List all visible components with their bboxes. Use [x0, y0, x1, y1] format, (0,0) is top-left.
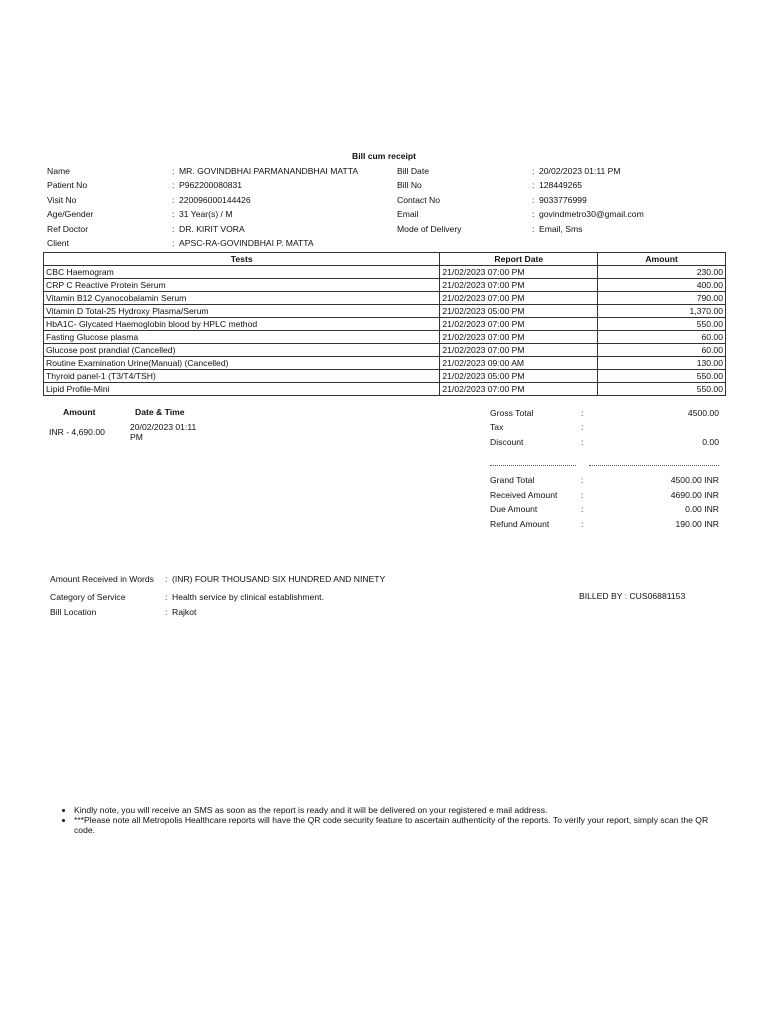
field-label-mode-of-delivery: Mode of Delivery — [397, 224, 462, 234]
report-date: 21/02/2023 09:00 AM — [440, 357, 598, 370]
billed-by: BILLED BY : CUS06881153 — [579, 591, 686, 601]
total-label-due: Due Amount — [490, 504, 538, 514]
test-amount: 60.00 — [598, 331, 726, 344]
total-label-received: Received Amount — [490, 490, 558, 500]
category-value: Health service by clinical establishment. — [172, 592, 324, 602]
column-header-amount: Amount — [598, 253, 726, 266]
field-sep: : — [172, 195, 175, 205]
table-row — [44, 370, 726, 383]
test-name: Vitamin B12 Cyanocobalamin Serum — [44, 292, 440, 305]
table-row — [44, 318, 726, 331]
field-sep: : — [165, 574, 168, 584]
field-label-visit-no: Visit No — [47, 195, 77, 205]
total-label-tax: Tax — [490, 422, 504, 432]
field-label-bill-no: Bill No — [397, 180, 422, 190]
notes-list — [62, 805, 724, 835]
table-header-row — [44, 253, 726, 266]
test-name: Vitamin D Total-25 Hydroxy Plasma/Serum — [44, 305, 440, 318]
table-row — [44, 279, 726, 292]
test-amount: 550.00 — [598, 370, 726, 383]
field-sep: : — [172, 238, 175, 248]
total-value-refund: 190.00 INR — [675, 519, 719, 529]
field-value-contact-no: 9033776999 — [539, 195, 587, 205]
test-amount: 550.00 — [598, 383, 726, 396]
table-row — [44, 292, 726, 305]
payment-amount-header: Amount — [63, 407, 96, 417]
words-value: (INR) FOUR THOUSAND SIX HUNDRED AND NINETY — [172, 574, 386, 584]
field-value-visit-no: 220096000144426 — [179, 195, 251, 205]
category-label: Category of Service — [50, 592, 126, 602]
note-item: • ***Please note all Metropolis Healthcare reports will have the QR code security feature to ascertain authenticity of the reports. To verify your report, simply scan the QR code. — [74, 815, 724, 835]
total-value-due: 0.00 INR — [685, 504, 719, 514]
total-label-gross: Gross Total — [490, 408, 534, 418]
divider — [490, 465, 576, 466]
table-row — [44, 266, 726, 279]
field-value-bill-no: 128449265 — [539, 180, 583, 190]
tests-table — [43, 252, 726, 396]
test-name: Glucose post prandial (Cancelled) — [44, 344, 440, 357]
field-value-bill-date: 20/02/2023 01:11 PM — [539, 166, 621, 176]
field-value-client: APSC-RA-GOVINDBHAI P. MATTA — [179, 238, 314, 248]
total-sep: : — [581, 519, 584, 529]
location-label: Bill Location — [50, 607, 97, 617]
total-label-discount: Discount — [490, 437, 524, 447]
test-amount: 550.00 — [598, 318, 726, 331]
test-name: HbA1C- Glycated Haemoglobin blood by HPLC method — [44, 318, 440, 331]
total-value-gross: 4500.00 — [687, 408, 719, 418]
test-name: Thyroid panel-1 (T3/T4/TSH) — [44, 370, 440, 383]
report-date: 21/02/2023 05:00 PM — [440, 370, 598, 383]
test-amount: 400.00 — [598, 279, 726, 292]
field-label-client: Client — [47, 238, 69, 248]
report-date: 21/02/2023 07:00 PM — [440, 279, 598, 292]
field-label-ref-doctor: Ref Doctor — [47, 224, 89, 234]
field-value-ref-doctor: DR. KIRIT VORA — [179, 224, 245, 234]
field-label-email: Email — [397, 209, 419, 219]
field-sep: : — [532, 209, 535, 219]
divider — [589, 465, 719, 466]
report-date: 21/02/2023 07:00 PM — [440, 331, 598, 344]
payment-datetime-line1: 20/02/2023 01:11 — [130, 422, 197, 432]
test-name: CRP C Reactive Protein Serum — [44, 279, 440, 292]
field-sep: : — [532, 180, 535, 190]
test-amount: 1,370.00 — [598, 305, 726, 318]
total-label-grand: Grand Total — [490, 475, 535, 485]
field-value-name: MR. GOVINDBHAI PARMANANDBHAI MATTA — [179, 166, 359, 176]
field-label-patient-no: Patient No — [47, 180, 88, 190]
field-sep: : — [172, 209, 175, 219]
total-sep: : — [581, 490, 584, 500]
payment-datetime-line2: PM — [130, 432, 143, 442]
total-sep: : — [581, 504, 584, 514]
payment-amount: INR - 4,690.00 — [49, 427, 105, 437]
column-header-tests: Tests — [44, 253, 440, 266]
total-value-received: 4690.00 INR — [670, 490, 719, 500]
field-value-patient-no: P962200080831 — [179, 180, 243, 190]
table-row — [44, 305, 726, 318]
payment-datetime-header: Date & Time — [135, 407, 185, 417]
field-sep: : — [172, 166, 175, 176]
report-date: 21/02/2023 07:00 PM — [440, 383, 598, 396]
location-value: Rajkot — [172, 607, 197, 617]
report-date: 21/02/2023 07:00 PM — [440, 344, 598, 357]
words-label: Amount Received in Words — [50, 574, 154, 584]
total-sep: : — [581, 475, 584, 485]
test-amount: 130.00 — [598, 357, 726, 370]
total-sep: : — [581, 408, 584, 418]
report-date: 21/02/2023 05:00 PM — [440, 305, 598, 318]
field-sep: : — [172, 224, 175, 234]
document-title: Bill cum receipt — [352, 151, 416, 161]
total-value-grand: 4500.00 INR — [670, 475, 719, 485]
total-label-refund: Refund Amount — [490, 519, 550, 529]
test-amount: 230.00 — [598, 266, 726, 279]
table-row — [44, 357, 726, 370]
field-sep: : — [172, 180, 175, 190]
total-value-discount: 0.00 — [702, 437, 719, 447]
total-sep: : — [581, 422, 584, 432]
test-amount: 790.00 — [598, 292, 726, 305]
report-date: 21/02/2023 07:00 PM — [440, 292, 598, 305]
field-label-age-gender: Age/Gender — [47, 209, 94, 219]
field-sep: : — [532, 166, 535, 176]
total-sep: : — [581, 437, 584, 447]
table-row — [44, 383, 726, 396]
field-sep: : — [532, 195, 535, 205]
field-label-contact-no: Contact No — [397, 195, 440, 205]
test-name: Lipid Profile-Mini — [44, 383, 440, 396]
report-date: 21/02/2023 07:00 PM — [440, 266, 598, 279]
table-row — [44, 331, 726, 344]
field-label-bill-date: Bill Date — [397, 166, 429, 176]
field-value-email: govindmetro30@gmail.com — [539, 209, 644, 219]
field-sep: : — [165, 607, 168, 617]
field-label-name: Name — [47, 166, 70, 176]
field-sep: : — [532, 224, 535, 234]
column-header-report-date: Report Date — [440, 253, 598, 266]
field-value-age-gender: 31 Year(s) / M — [179, 209, 233, 219]
test-name: CBC Haemogram — [44, 266, 440, 279]
table-row — [44, 344, 726, 357]
test-name: Fasting Glucose plasma — [44, 331, 440, 344]
field-value-mode-of-delivery: Email, Sms — [539, 224, 583, 234]
field-sep: : — [165, 592, 168, 602]
test-name: Routine Examination Urine(Manual) (Cancelled) — [44, 357, 440, 370]
test-amount: 60.00 — [598, 344, 726, 357]
report-date: 21/02/2023 07:00 PM — [440, 318, 598, 331]
note-item: • Kindly note, you will receive an SMS as soon as the report is ready and it will be delivered on your registered e mail address. — [74, 805, 724, 815]
